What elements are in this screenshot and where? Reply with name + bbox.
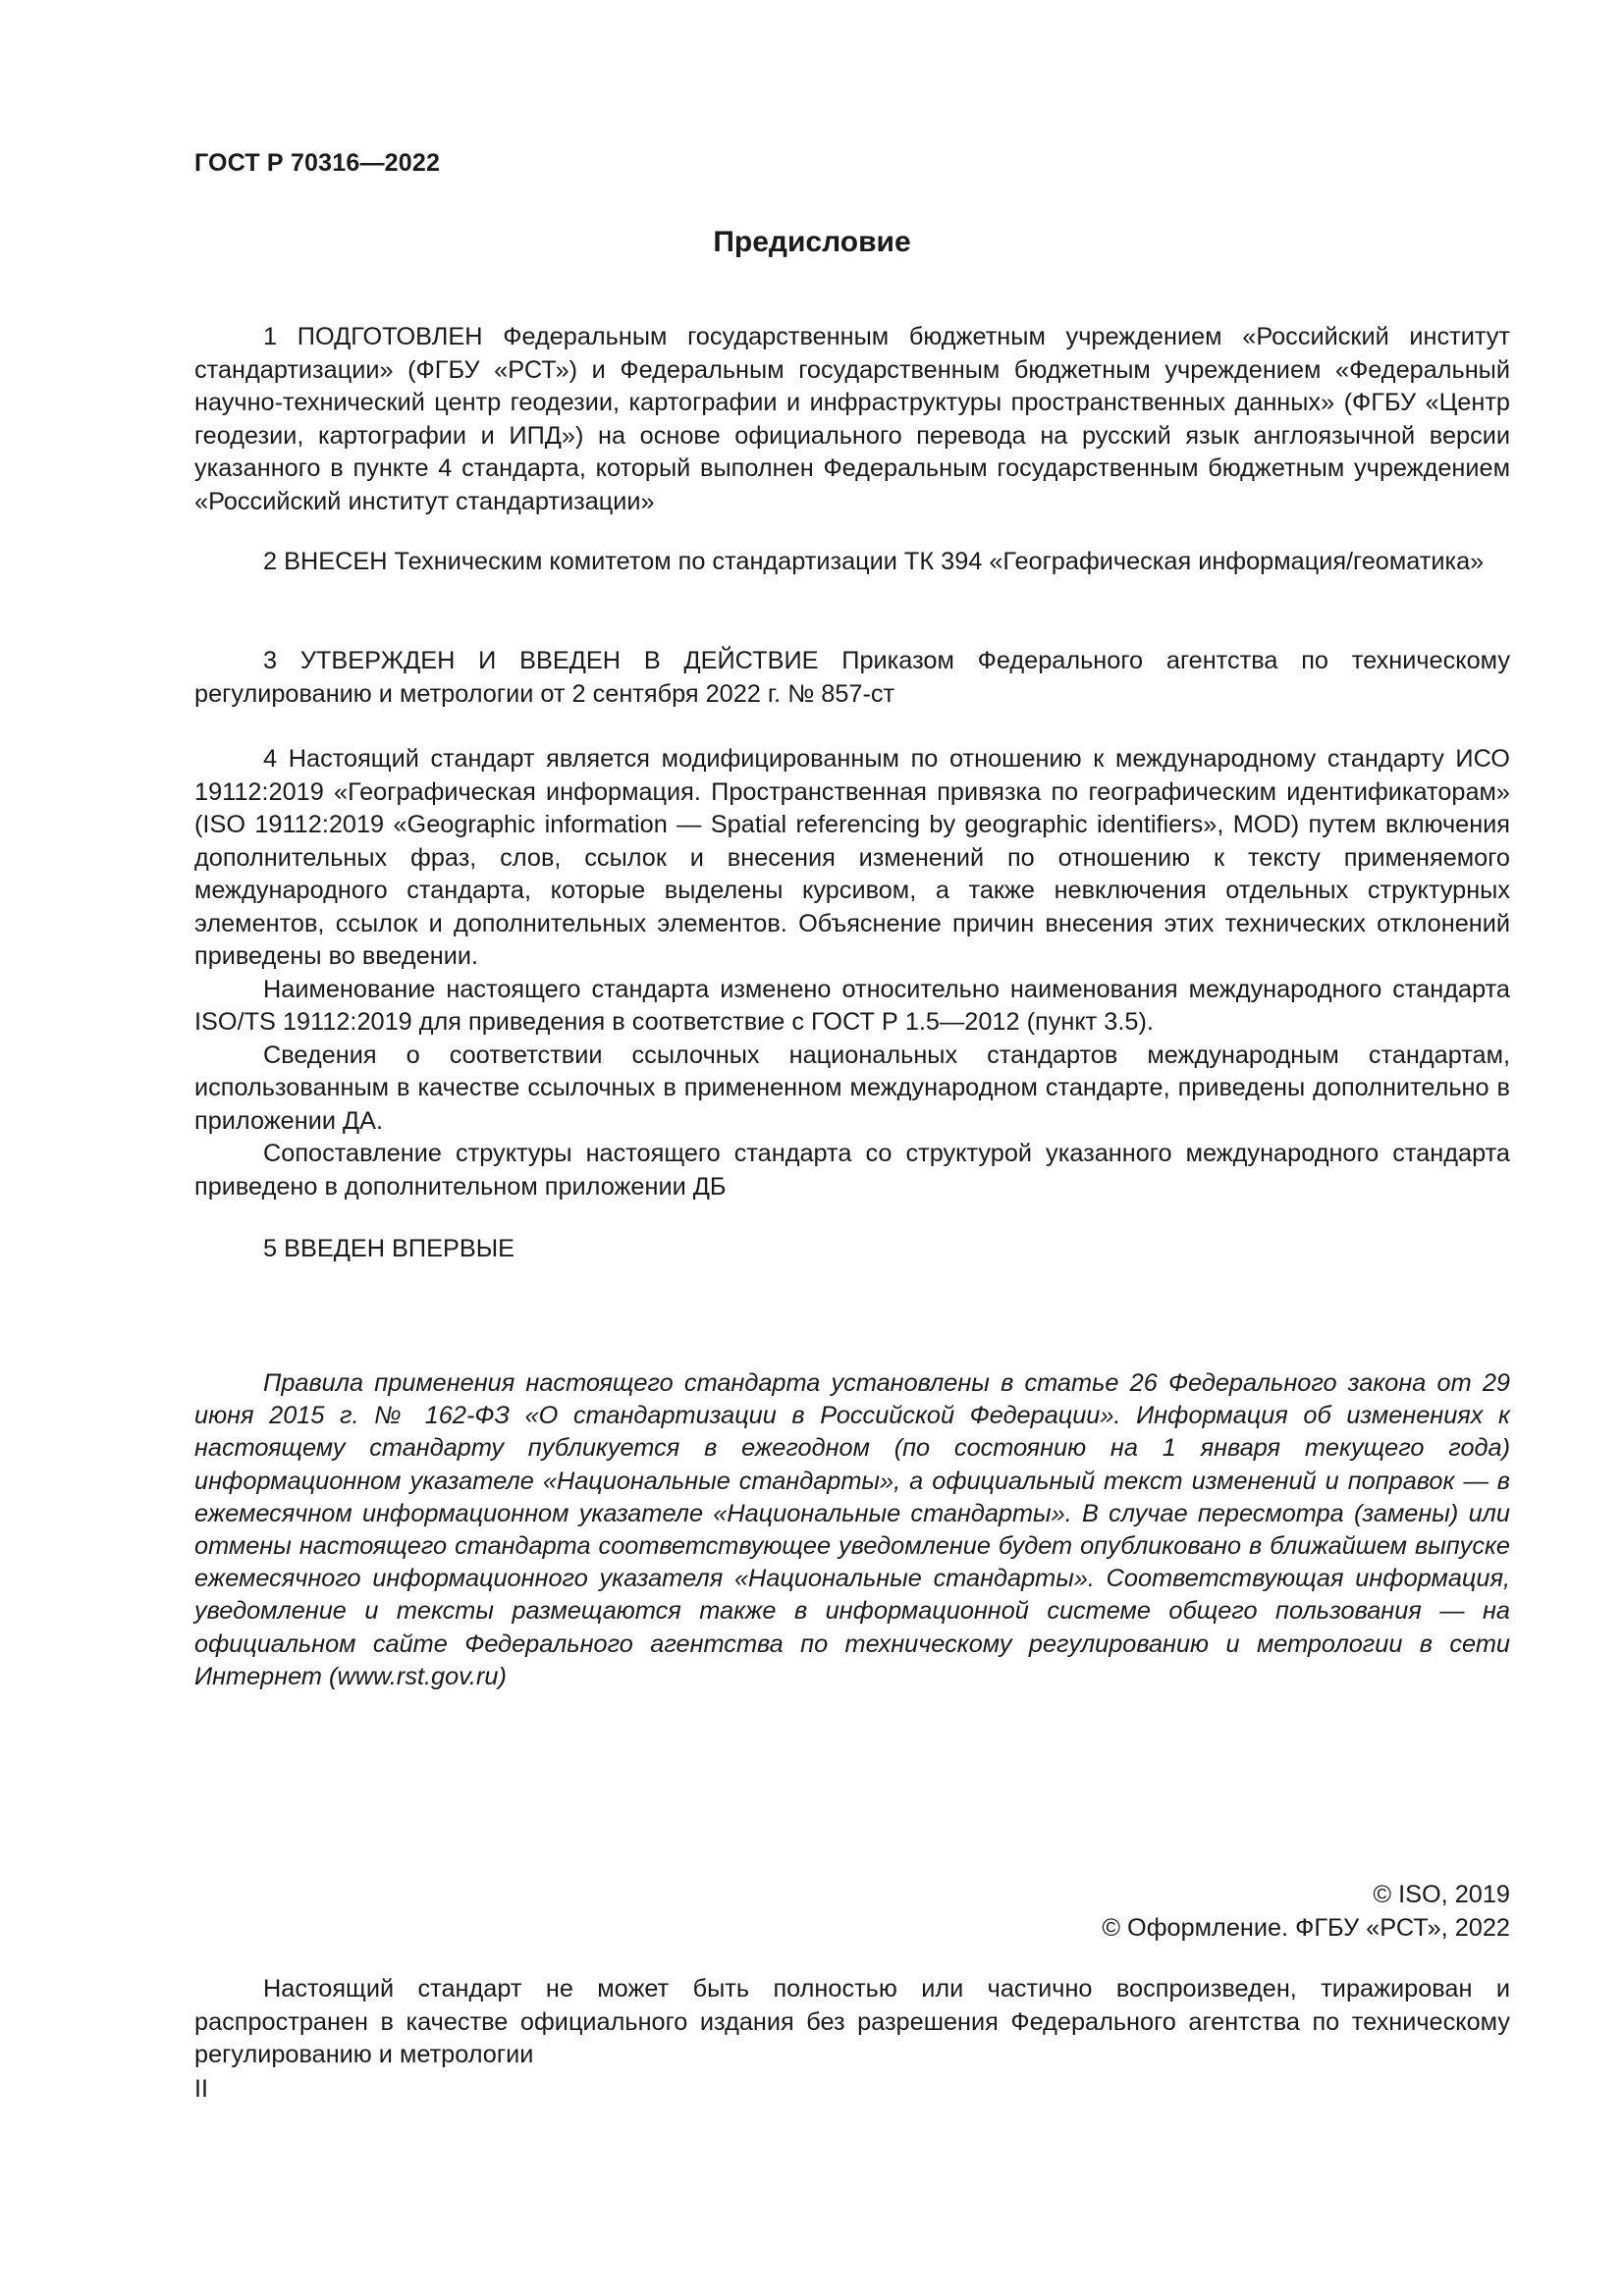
- copyright-design: © Оформление. ФГБУ «РСТ», 2022: [1102, 1914, 1510, 1942]
- foreword-paragraph: 1 ПОДГОТОВЛЕН Федеральным государственным бюджетным учреждением «Российский институт стандартизации» (ФГБУ «РСТ») и Федеральным государственным бюджетным учреждением «Федеральный научно-технический центр геодезии, картографии и инфраструктуры пространственных данных» (ФГБУ «Центр геодезии, картографии и ИПД») на основе официального перевода на русский язык англоязычной версии указанного в пункте 4 стандарта, который выполнен Федеральным государственным бюджетным учреждением «Российский институт стандартизации»: [194, 323, 1510, 515]
- foreword-paragraph: 5 ВВЕДЕН ВПЕРВЫЕ: [263, 1235, 514, 1262]
- page-title: Предисловие: [713, 226, 911, 258]
- rules-notice: [194, 1367, 1510, 1693]
- foreword-paragraph: 3 УТВЕРЖДЕН И ВВЕДЕН В ДЕЙСТВИЕ Приказом Федерального агентства по техническому регулированию и метрологии от 2 сентября 2022 г. № 857-ст: [194, 647, 1510, 708]
- foreword-paragraph: Сопоставление структуры настоящего стандарта со структурой указанного международного стандарта приведено в дополнительном приложении ДБ: [194, 1140, 1510, 1201]
- document-number: ГОСТ Р 70316—2022: [194, 149, 441, 177]
- reproduction-notice-text: Настоящий стандарт не может быть полностью или частично воспроизведен, тиражирован и распространен в качестве официального издания без разрешения Федерального агентства по техническому регулированию и метрологии: [194, 1975, 1510, 2068]
- foreword-paragraph: Сведения о соответствии ссылочных национальных стандартов международным стандартам, использованным в качестве ссылочных в примененном международном стандарте, приведены дополнительно в приложении ДА.: [194, 1041, 1510, 1135]
- foreword-paragraph: 2 ВНЕСЕН Техническим комитетом по стандартизации ТК 394 «Географическая информация/геоматика»: [263, 548, 1485, 575]
- foreword-item-5: [194, 1233, 1510, 1266]
- reproduction-notice: [194, 1973, 1510, 2072]
- foreword-item-3: [194, 645, 1510, 711]
- copyright-iso: © ISO, 2019: [1373, 1881, 1510, 1908]
- page-number: II: [194, 2075, 208, 2103]
- copyright-block: [1102, 1878, 1510, 1945]
- foreword-item-2: [194, 546, 1510, 579]
- foreword-paragraph: Наименование настоящего стандарта изменено относительно наименования международного стандарта ISO/TS 19112:2019 для приведения в соответствие с ГОСТ Р 1.5—2012 (пункт 3.5).: [194, 975, 1510, 1036]
- foreword-item-4: [194, 743, 1510, 1203]
- foreword-item-1: [194, 321, 1510, 518]
- foreword-paragraph: 4 Настоящий стандарт является модифицированным по отношению к международному стандарту ИСО 19112:2019 «Географическая информация. Пространственная привязка по географическим идентификаторам» (ISO 19112:2019 «Geographic information — Spatial referencing by geographic identifiers», MOD) путем включения дополнительных фраз, слов, ссылок и внесения изменений по отношению к тексту применяемого международного стандарта, которые выделены курсивом, а также невключения отдельных структурных элементов, ссылок и дополнительных элементов. Объяснение причин внесения этих технических отклонений приведены во введении.: [194, 745, 1510, 970]
- rules-notice-text: Правила применения настоящего стандарта установлены в статье 26 Федерального закона от 29 июня 2015 г. № 162-ФЗ «О стандартизации в Российской Федерации». Информация об изменениях к настоящему стандарту публикуется в ежегодном (по состоянию на 1 января текущего года) информационном указателе «Национальные стандарты», а официальный текст изменений и поправок — в ежемесячном информационном указателе «Национальные стандарты». В случае пересмотра (замены) или отмены настоящего стандарта соответствующее уведомление будет опубликовано в ближайшем выпуске ежемесячного информационного указателя «Национальные стандарты». Соответствующая информация, уведомление и тексты размещаются также в информационной системе общего пользования — на официальном сайте Федерального агентства по техническому регулированию и метрологии в сети Интернет (www.rst.gov.ru): [194, 1369, 1510, 1690]
